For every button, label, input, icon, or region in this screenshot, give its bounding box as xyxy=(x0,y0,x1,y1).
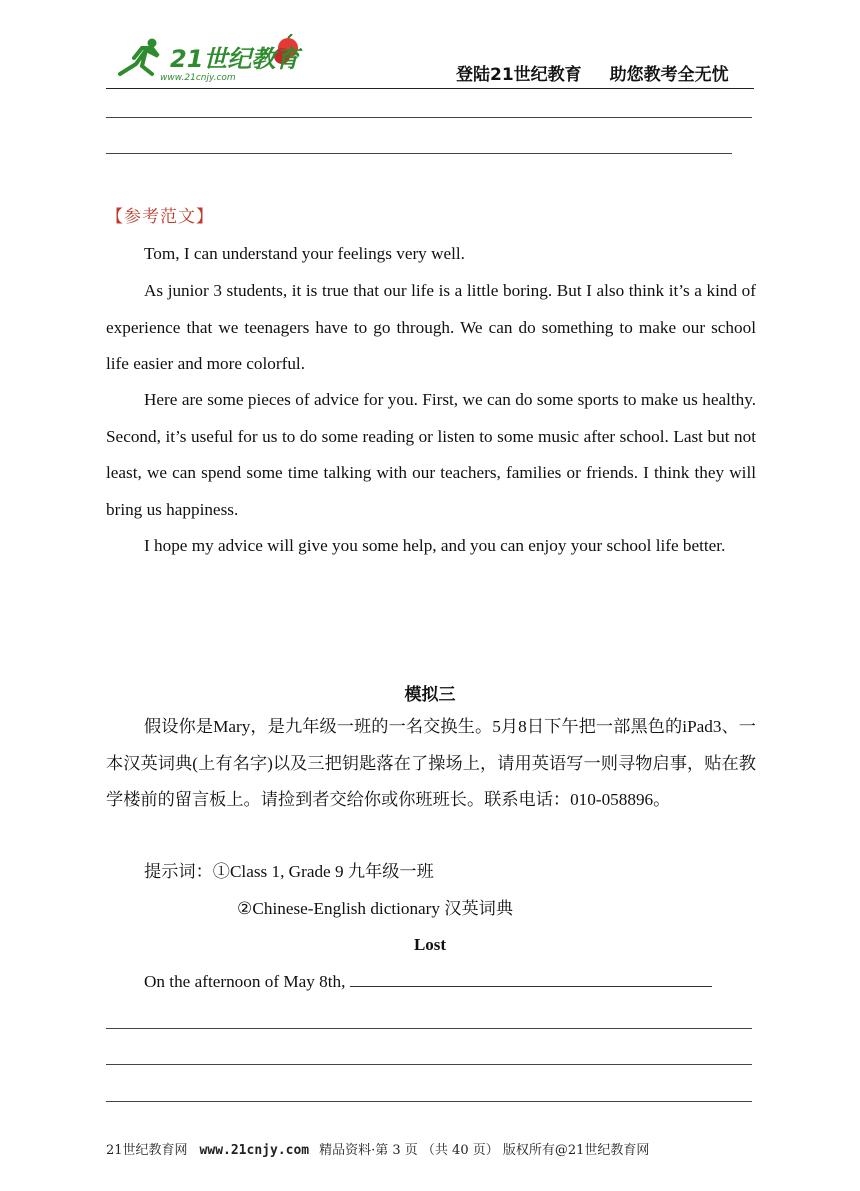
essay-title: Lost xyxy=(413,935,447,954)
section-title: 模拟三 xyxy=(404,685,456,705)
answer-line[interactable] xyxy=(106,1064,752,1065)
answer-line[interactable] xyxy=(106,117,752,118)
page-footer xyxy=(106,1139,649,1158)
sample-essay-label: 【参考范文】 xyxy=(106,207,214,227)
footer-right: 精品资料·第 3 页 （共 40 页） 版权所有@21世纪教育网 xyxy=(319,1143,650,1158)
site-logo xyxy=(112,34,312,82)
logo-runner-body xyxy=(120,48,158,74)
sample-paragraph-3: Here are some pieces of advice for you. First, we can do some sports to make us healthy. Second, it’s useful for us to do some reading or listen to some music after school. Last but not least, we can spend some time talking with our teachers, families or friends. I think they will bring us happiness. xyxy=(106,390,756,519)
footer-site-link[interactable]: www.21cnjy.com xyxy=(199,1143,310,1158)
slogan-right: 助您教考全无忧 xyxy=(609,65,729,85)
essay-opening: On the afternoon of May 8th, xyxy=(144,972,346,991)
logo-graphic xyxy=(112,34,312,82)
essay-fill-line[interactable] xyxy=(350,986,712,987)
hint-item-2: ②Chinese-English dictionary 汉英词典 xyxy=(237,899,514,918)
hint-label: 提示词： xyxy=(144,862,213,881)
sample-paragraph-4: I hope my advice will give you some help, and you can enjoy your school life better. xyxy=(144,536,726,555)
essay-start-line xyxy=(144,964,712,1001)
sample-paragraph-1: Tom, I can understand your feelings very well. xyxy=(144,244,465,263)
logo-url-text: www.21cnjy.com xyxy=(160,73,236,82)
hint-item-1: ①Class 1, Grade 9 九年级一班 xyxy=(212,862,434,881)
header-slogan xyxy=(456,60,729,85)
task-prompt: 假设你是Mary，是九年级一班的一名交换生。5月8日下午把一部黑色的iPad3、一本汉英词典(上有名字)以及三把钥匙落在了操场上，请用英语写一则寻物启事，贴在教学楼前的留言板上。请捡到者交给你或你班班长。联系电话：010-058896。 xyxy=(106,717,756,810)
slogan-left: 登陆21世纪教育 xyxy=(456,65,582,85)
header-divider xyxy=(106,88,754,89)
logo-text: 21世纪教育 xyxy=(170,45,300,73)
answer-line[interactable] xyxy=(106,153,732,154)
answer-line[interactable] xyxy=(106,1101,752,1102)
sample-paragraph-2: As junior 3 students, it is true that our life is a little boring. But I also think it’s a kind of experience that we teenagers have to go through. We can do something to make our school life easier and more colorful. xyxy=(106,281,756,374)
footer-left: 21世纪教育网 xyxy=(106,1143,188,1158)
hint-line-1 xyxy=(144,854,434,891)
answer-line[interactable] xyxy=(106,1028,752,1029)
